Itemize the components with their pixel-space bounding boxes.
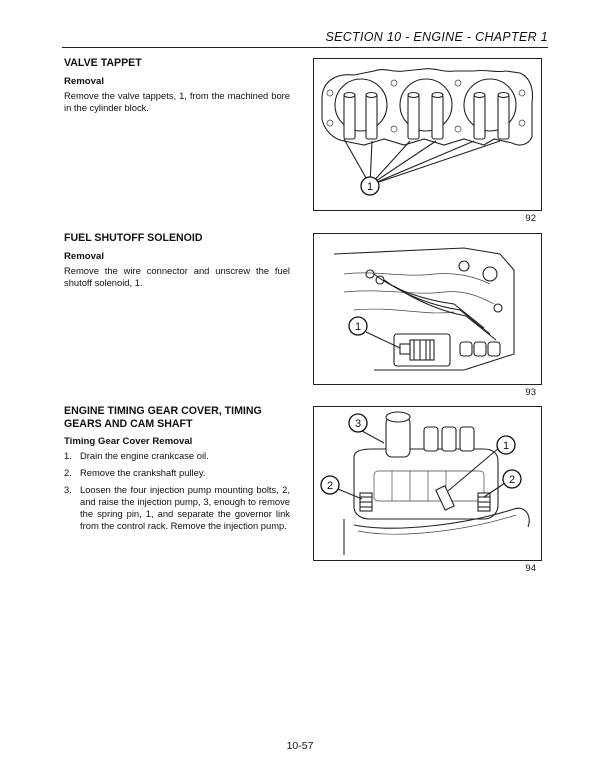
section-header: SECTION 10 - ENGINE - CHAPTER 1 [325, 30, 548, 44]
callout-1 [361, 177, 379, 195]
callout-3 [349, 414, 367, 432]
figure-number: 92 [525, 213, 536, 224]
steps-list [64, 450, 290, 532]
figure-number: 94 [525, 563, 536, 574]
page-number: 10-57 [286, 740, 314, 752]
step-text: Loosen the four injection pump mounting bolts, 2, and raise the injection pump, 3, enough to remove the spring pin, 1, and separate the governor link from the control rack. Remove the injection pump. [80, 484, 290, 531]
section-valve-tappet [64, 57, 290, 114]
step-text: Drain the engine crankcase oil. [80, 450, 209, 461]
figure-fuel-solenoid [313, 233, 542, 385]
figure-valve-tappets [313, 58, 542, 211]
subsection-title: Removal [64, 250, 104, 262]
svg-text:1: 1 [354, 321, 362, 333]
injection-pump-illustration [314, 407, 541, 560]
callout-2-right [503, 470, 521, 488]
callout-1 [349, 317, 367, 335]
subsection-title: Removal [64, 75, 104, 87]
section-engine-timing-gear-cover [64, 405, 290, 537]
step-number: 3. [64, 484, 72, 495]
section-title: FUEL SHUTOFF SOLENOID [64, 232, 203, 244]
list-item [64, 467, 290, 479]
list-item [64, 450, 290, 462]
callout-1 [497, 436, 515, 454]
svg-text:1: 1 [502, 440, 510, 452]
fuel-solenoid-illustration [314, 234, 541, 384]
step-text: Remove the crankshaft pulley. [80, 467, 206, 478]
header-rule [62, 47, 548, 48]
paragraph: Remove the wire connector and unscrew the fuel shutoff solenoid, 1. [64, 264, 290, 288]
valve-tappets-illustration [314, 59, 541, 210]
svg-text:2: 2 [326, 480, 334, 492]
svg-text:2: 2 [508, 474, 516, 486]
subsection-title: Timing Gear Cover Removal [64, 436, 193, 447]
list-item [64, 484, 290, 532]
section-title: ENGINE TIMING GEAR COVER, TIMING GEARS AND CAM SHAFT [64, 405, 262, 430]
section-fuel-shutoff-solenoid [64, 232, 290, 289]
section-title: VALVE TAPPET [64, 57, 142, 69]
paragraph: Remove the valve tappets, 1, from the machined bore in the cylinder block. [64, 89, 290, 113]
figure-injection-pump [313, 406, 542, 561]
step-number: 1. [64, 450, 72, 461]
svg-text:1: 1 [366, 181, 374, 193]
step-number: 2. [64, 467, 72, 478]
svg-text:3: 3 [354, 418, 362, 430]
figure-number: 93 [525, 387, 536, 398]
callout-2-left [321, 476, 339, 494]
